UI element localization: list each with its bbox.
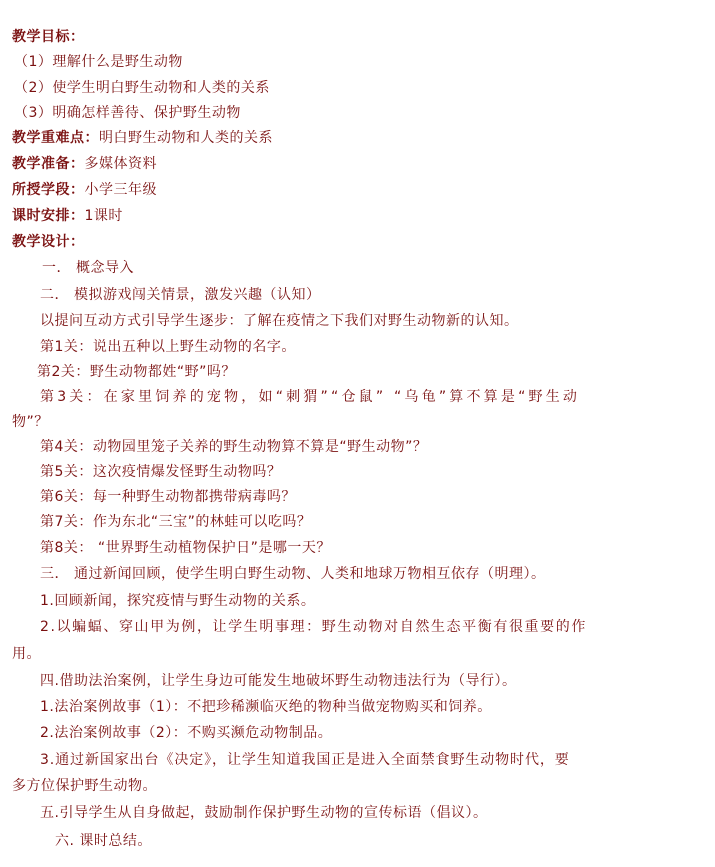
section-4-item-3-line-1: 3.通过新国家出台《决定》，让学生知道我国正是进入全面禁食野生动物时代，要	[40, 752, 570, 768]
grade-value: 小学三年级	[84, 182, 157, 198]
level-3-line-1: 第3关：在家里饲养的宠物，如“刺猬”“仓鼠” “乌龟”算不算是“野生动	[40, 389, 581, 405]
level-5: 第5关：这次疫情爆发怪野生动物吗？	[40, 464, 282, 480]
level-3-line-2: 物”？	[12, 414, 49, 430]
section-4: 四.借助法治案例，让学生身边可能发生地破坏野生动物违法行为（导行）。	[40, 673, 517, 689]
difficulty-label: 教学重难点：	[12, 130, 99, 146]
level-8: 第8关： “世界野生动植物保护日”是哪一天？	[40, 540, 331, 556]
difficulty-row	[12, 127, 712, 149]
level-4: 第4关：动物园里笼子关养的野生动物算不算是“野生动物”？	[40, 439, 428, 455]
time-label: 课时安排：	[12, 208, 85, 224]
grade-row	[12, 179, 712, 201]
section-1: 一． 概念导入	[42, 260, 134, 276]
goals-heading: 教学目标：	[12, 29, 85, 45]
prep-row	[12, 153, 712, 175]
difficulty-value: 明白野生动物和人类的关系	[99, 130, 273, 146]
section-5: 五.引导学生从自身做起，鼓励制作保护野生动物的宣传标语（倡议）。	[40, 805, 488, 821]
section-3-item-1: 1.回顾新闻，探究疫情与野生动物的关系。	[40, 593, 316, 609]
section-3: 三． 通过新闻回顾，使学生明白野生动物、人类和地球万物相互依存（明理）。	[40, 566, 546, 582]
goal-3: （3）明确怎样善待、保护野生动物	[14, 105, 241, 121]
section-2: 二． 模拟游戏闯关情景，激发兴趣（认知）	[40, 287, 321, 303]
level-2: 第2关：野生动物都姓“野”吗？	[37, 364, 236, 380]
goal-1: （1）理解什么是野生动物	[14, 54, 183, 70]
time-value: 1课时	[84, 208, 123, 224]
level-7: 第7关：作为东北“三宝”的林蛙可以吃吗？	[40, 514, 312, 530]
design-heading: 教学设计：	[12, 234, 85, 250]
section-3-item-2-line-2: 用。	[12, 646, 41, 662]
grade-label: 所授学段：	[12, 182, 85, 198]
time-row	[12, 205, 712, 227]
section-4-item-1: 1.法治案例故事（1）：不把珍稀濒临灭绝的物种当做宠物购买和饲养。	[40, 699, 492, 715]
level-6: 第6关：每一种野生动物都携带病毒吗？	[40, 489, 296, 505]
level-1: 第1关：说出五种以上野生动物的名字。	[40, 339, 296, 355]
prep-label: 教学准备：	[12, 156, 85, 172]
goal-2: （2）使学生明白野生动物和人类的关系	[14, 80, 270, 96]
section-3-item-2-line-1: 2.以蝙蝠、穿山甲为例，让学生明事理：野生动物对自然生态平衡有很重要的作	[40, 619, 587, 635]
section-4-item-3-line-2: 多方位保护野生动物。	[12, 778, 157, 794]
section-6: 六. 课时总结。	[55, 833, 152, 849]
prep-value: 多媒体资料	[84, 156, 157, 172]
section-4-item-2: 2.法治案例故事（2）：不购买濒危动物制品。	[40, 725, 333, 741]
section-2-intro: 以提问互动方式引导学生逐步：了解在疫情之下我们对野生动物新的认知。	[40, 313, 519, 329]
